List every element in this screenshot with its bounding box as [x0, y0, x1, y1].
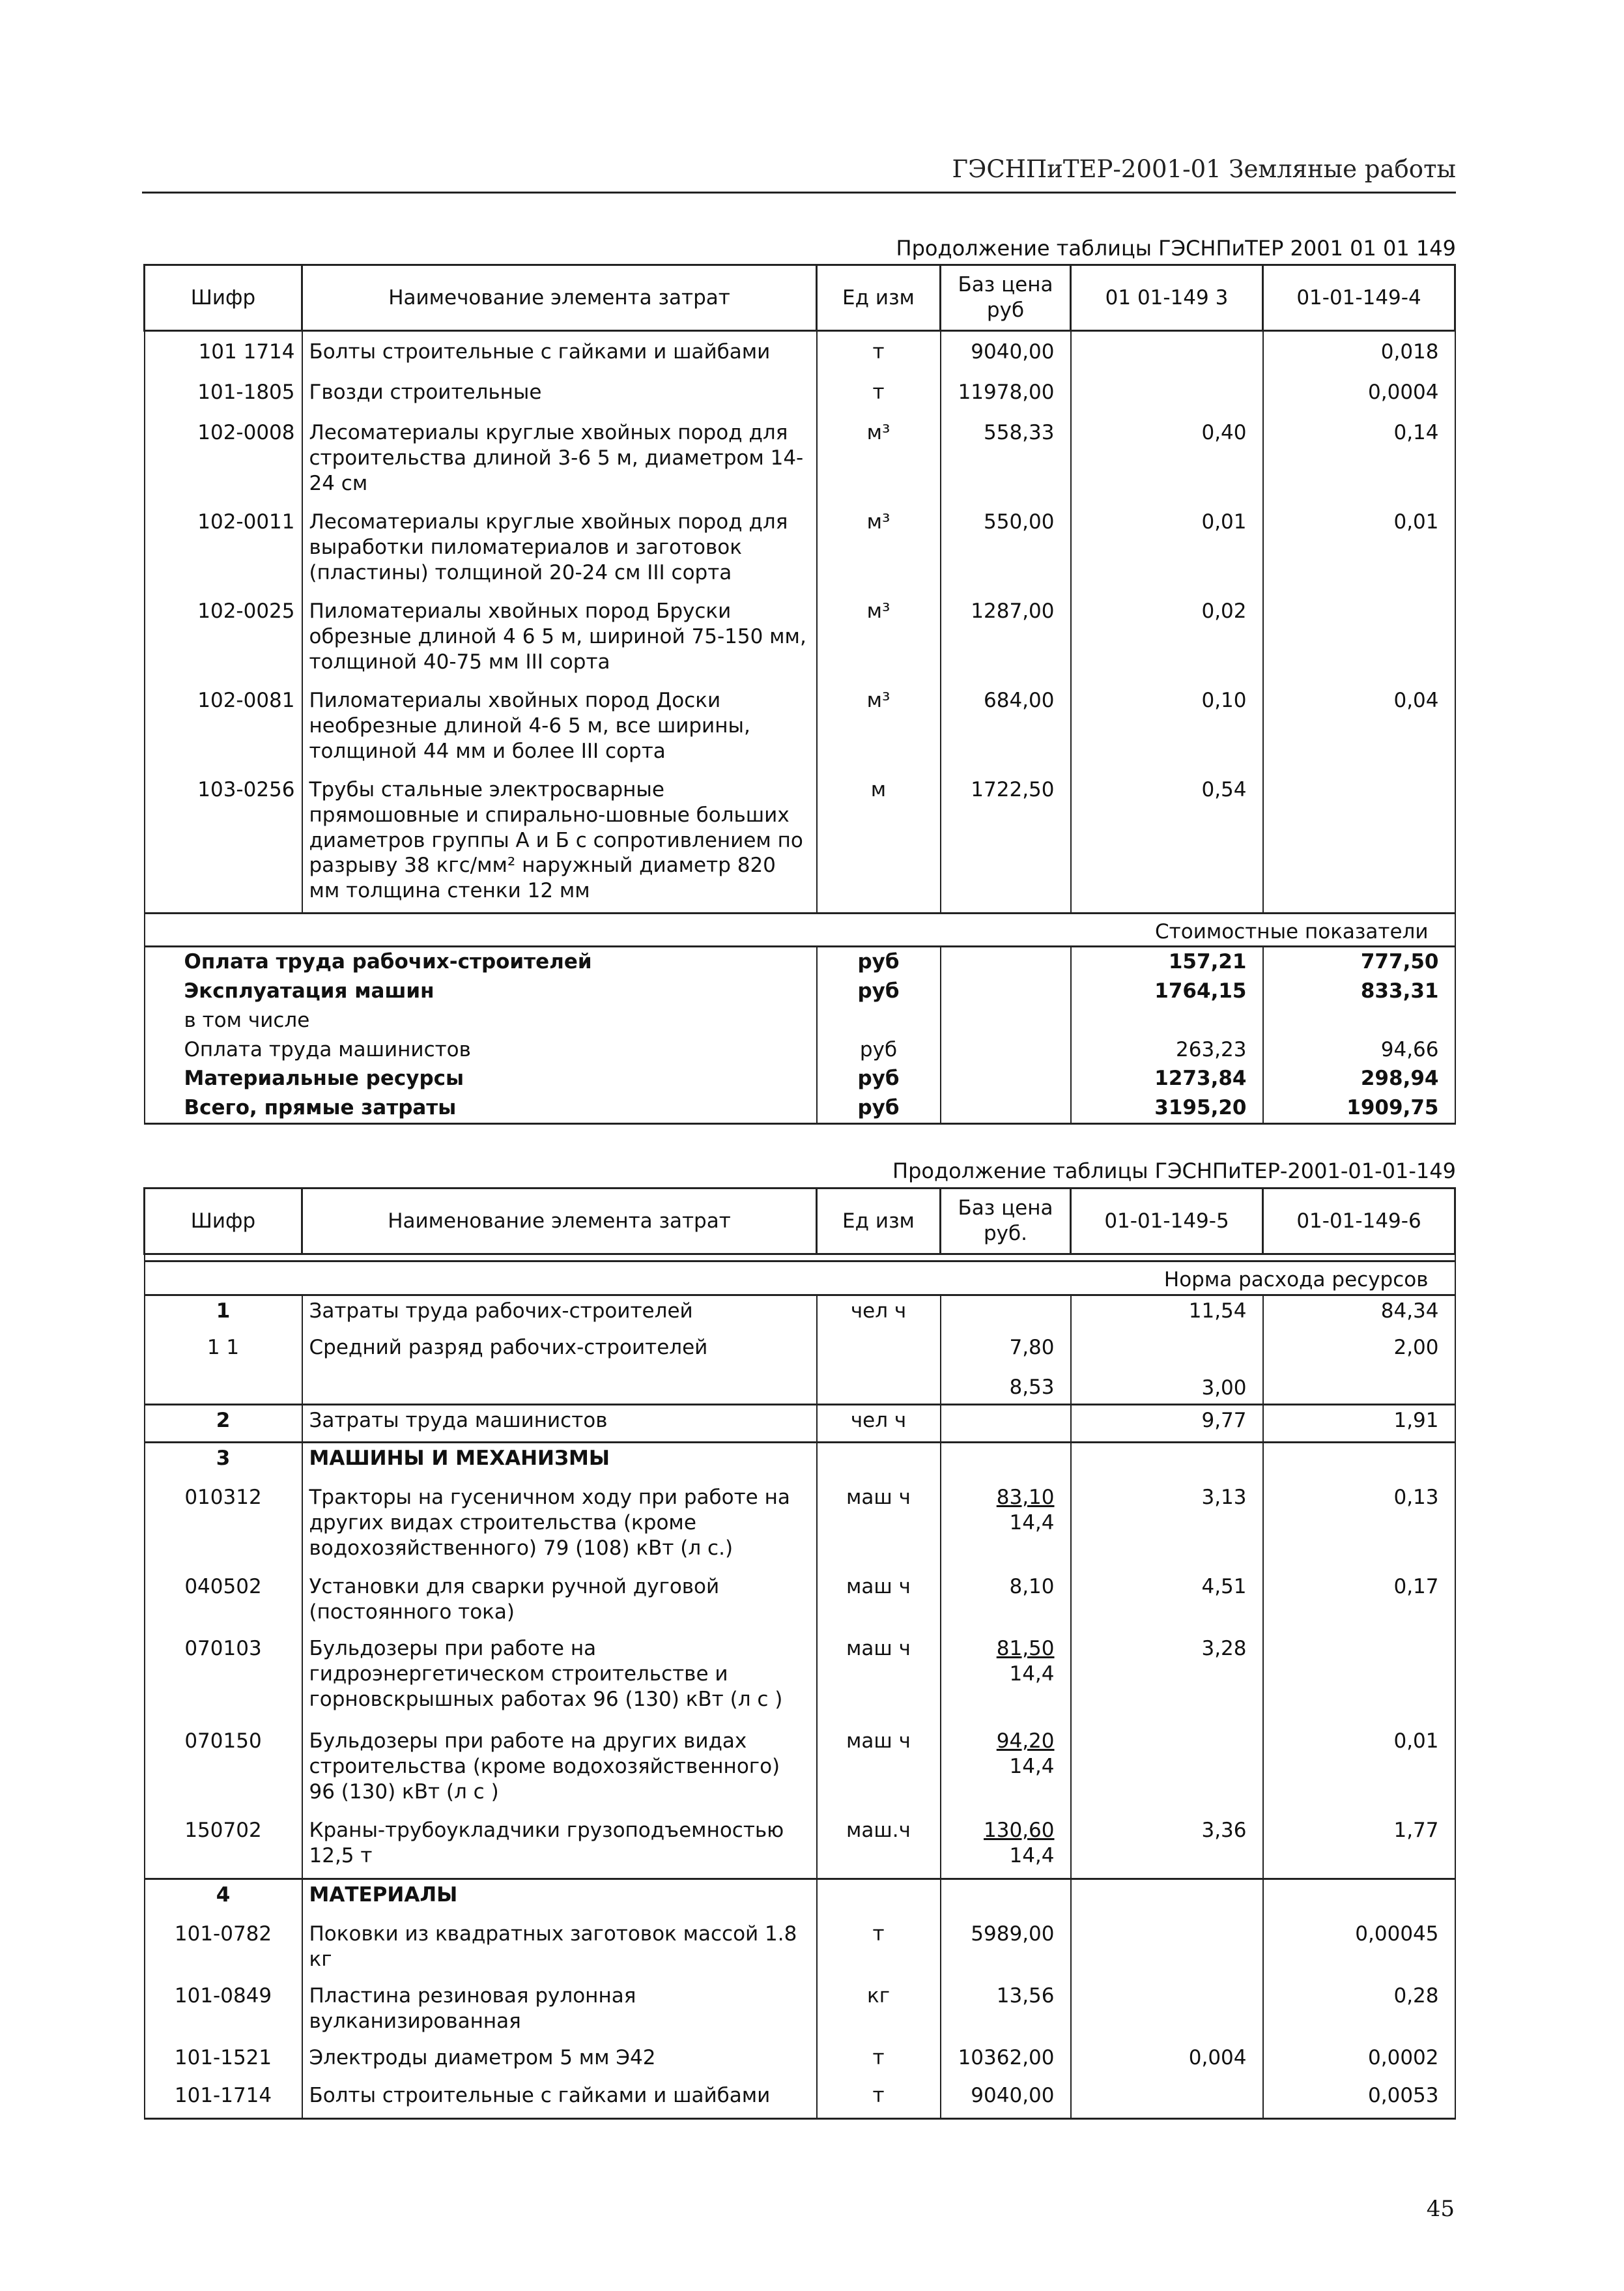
row-code: 1 1	[145, 1333, 302, 1404]
row-price: 10362,00	[941, 2043, 1071, 2081]
row-code: 4	[145, 1879, 302, 1919]
table-row	[145, 1634, 1455, 1726]
row-code: 102-0011	[145, 507, 302, 596]
summary-row	[145, 1035, 1455, 1065]
row-code: 102-0008	[145, 418, 302, 507]
row-price	[941, 1404, 1071, 1442]
row-code: 101-1521	[145, 2043, 302, 2081]
row-unit: чел ч	[817, 1404, 941, 1442]
row-unit: м³	[817, 507, 941, 596]
row-price-secondary: 14,4	[1009, 1755, 1055, 1778]
row-price	[941, 1634, 1071, 1726]
summary-row	[145, 1093, 1455, 1123]
table-row	[145, 1726, 1455, 1815]
summary-label: Материальные ресурсы	[145, 1064, 817, 1093]
table-row	[145, 2043, 1455, 2081]
row-value-2: 0,00045	[1263, 1919, 1455, 1981]
table2-header-row	[145, 1189, 1455, 1254]
summary-value-1: 263,23	[1071, 1035, 1263, 1065]
summary-unit	[817, 1006, 941, 1035]
row-code: 101 1714	[145, 337, 302, 377]
summary-value-1	[1071, 1006, 1263, 1035]
row-code: 103-0256	[145, 775, 302, 913]
row-value-2: 0,0053	[1263, 2081, 1455, 2118]
row-code: 150702	[145, 1815, 302, 1879]
col-header-price: Баз цена руб	[941, 265, 1071, 331]
row-price-primary: 94,20	[996, 1729, 1055, 1753]
summary-unit: руб	[817, 1064, 941, 1093]
summary-unit: руб	[817, 947, 941, 977]
table-row	[145, 1442, 1455, 1482]
summary-label: в том числе	[145, 1006, 817, 1035]
row-unit: т	[817, 1919, 941, 1981]
col-header-149-3: 01 01-149 3	[1071, 265, 1263, 331]
document-header-title: ГЭСНПиТЕР-2001-01 Земляные работы	[952, 155, 1456, 183]
row-unit: м³	[817, 418, 941, 507]
row-value-1: 3,13	[1071, 1482, 1263, 1572]
row-name: МАШИНЫ И МЕХАНИЗМЫ	[302, 1442, 817, 1482]
summary-value-1: 157,21	[1071, 947, 1263, 977]
table2-band-row	[145, 1261, 1455, 1295]
table-row	[145, 1572, 1455, 1634]
row-price	[941, 1815, 1071, 1879]
row-unit: т	[817, 377, 941, 418]
row-code: 010312	[145, 1482, 302, 1572]
row-value-2: 0,01	[1263, 1726, 1455, 1815]
table-row	[145, 507, 1455, 596]
row-code: 102-0025	[145, 596, 302, 685]
row-code: 040502	[145, 1572, 302, 1634]
summary-unit: руб	[817, 977, 941, 1006]
row-name: МАТЕРИАЛЫ	[302, 1879, 817, 1919]
summary-label: Оплата труда рабочих-строителей	[145, 947, 817, 977]
summary-row	[145, 1064, 1455, 1093]
table1	[143, 264, 1456, 1125]
row-name: Затраты труда рабочих-строителей	[302, 1295, 817, 1333]
row-value-2: 0,14	[1263, 418, 1455, 507]
row-code: 1	[145, 1295, 302, 1333]
summary-value-2: 777,50	[1263, 947, 1455, 977]
row-price: 684,00	[941, 685, 1071, 775]
row-value-2: 0,01	[1263, 507, 1455, 596]
row-unit: м³	[817, 596, 941, 685]
table-row	[145, 685, 1455, 775]
summary-row	[145, 1006, 1455, 1035]
col-header-code: Шифр	[145, 1189, 302, 1254]
row-value-1: 0,10	[1071, 685, 1263, 775]
col-header-unit: Ед изм	[817, 265, 941, 331]
summary-label: Всего, прямые затраты	[145, 1093, 817, 1123]
row-value-1: 4,51	[1071, 1572, 1263, 1634]
row-name: Тракторы на гусеничном ходу при работе на других видах строительства (кроме водохозяйственного) 79 (108) кВт (л с.)	[302, 1482, 817, 1572]
summary-value-2	[1263, 1006, 1455, 1035]
summary-row	[145, 977, 1455, 1006]
row-value-1: 9,77	[1071, 1404, 1263, 1442]
row-value-2	[1263, 775, 1455, 913]
row-name: Лесоматериалы круглые хвойных пород для строительства длиной 3-6 5 м, диаметром 14-24 см	[302, 418, 817, 507]
table1-header-row	[145, 265, 1455, 331]
row-value-1	[1071, 1981, 1263, 2043]
row-price-primary: 7,80	[1009, 1336, 1055, 1360]
row-code: 101-0849	[145, 1981, 302, 2043]
row-price-primary: 83,10	[996, 1486, 1055, 1510]
row-price: 558,33	[941, 418, 1071, 507]
row-price-secondary: 14,4	[1009, 1844, 1055, 1867]
row-code: 101-0782	[145, 1919, 302, 1981]
resource-norms-label: Норма расхода ресурсов	[145, 1261, 1455, 1295]
summary-value-2: 1909,75	[1263, 1093, 1455, 1123]
col-header-149-4: 01-01-149-4	[1263, 265, 1455, 331]
row-unit: маш ч	[817, 1634, 941, 1726]
row-value-2: 1,77	[1263, 1815, 1455, 1879]
row-price-primary: 81,50	[996, 1637, 1055, 1661]
col-header-149-5: 01-01-149-5	[1071, 1189, 1263, 1254]
col-header-code: Шифр	[145, 265, 302, 331]
row-price-secondary: 8,53	[1009, 1376, 1055, 1399]
row-price	[941, 1333, 1071, 1404]
row-price: 11978,00	[941, 377, 1071, 418]
summary-value-2: 298,94	[1263, 1064, 1455, 1093]
table-row	[145, 1482, 1455, 1572]
summary-row	[145, 947, 1455, 977]
row-value-1	[1071, 377, 1263, 418]
row-value-1: 0,004	[1071, 2043, 1263, 2081]
table-row	[145, 1879, 1455, 1919]
row-unit: кг	[817, 1981, 941, 2043]
table1-caption: Продолжение таблицы ГЭСНПиТЕР 2001 01 01 149	[896, 236, 1456, 261]
row-name: Краны-трубоукладчики грузоподъемностью 12,5 т	[302, 1815, 817, 1879]
cost-indicators-label: Стоимостные показатели	[145, 913, 1455, 947]
row-name: Болты строительные с гайками и шайбами	[302, 2081, 817, 2118]
row-unit: маш ч	[817, 1482, 941, 1572]
table2	[143, 1187, 1456, 2120]
row-unit	[817, 1333, 941, 1404]
row-name: Установки для сварки ручной дуговой (постоянного тока)	[302, 1572, 817, 1634]
row-price-secondary: 14,4	[1009, 1511, 1055, 1535]
row-price	[941, 1295, 1071, 1333]
row-value-1: 0,01	[1071, 507, 1263, 596]
row-name: Электроды диаметром 5 мм Э42	[302, 2043, 817, 2081]
row-name: Лесоматериалы круглые хвойных пород для выработки пиломатериалов и заготовок (пластины) толщиной 20-24 см III сорта	[302, 507, 817, 596]
row-unit: чел ч	[817, 1295, 941, 1333]
table-row	[145, 1404, 1455, 1442]
row-unit: маш ч	[817, 1726, 941, 1815]
row-value-2: 1,91	[1263, 1404, 1455, 1442]
row-price: 13,56	[941, 1981, 1071, 2043]
row-price: 1287,00	[941, 596, 1071, 685]
row-price-primary: 130,60	[984, 1819, 1055, 1843]
table-row	[145, 775, 1455, 913]
row-name: Затраты труда машинистов	[302, 1404, 817, 1442]
summary-value-1: 1273,84	[1071, 1064, 1263, 1093]
row-unit: м	[817, 775, 941, 913]
table-row	[145, 2081, 1455, 2118]
table-row	[145, 1981, 1455, 2043]
row-name: Средний разряд рабочих-строителей	[302, 1333, 817, 1404]
col-header-name: Наименование элемента затрат	[302, 1189, 817, 1254]
row-unit: т	[817, 2081, 941, 2118]
col-header-price: Баз цена руб.	[941, 1189, 1071, 1254]
table-row	[145, 1295, 1455, 1333]
row-value-2: 0,17	[1263, 1572, 1455, 1634]
row-value-1: 0,02	[1071, 596, 1263, 685]
row-code: 2	[145, 1404, 302, 1442]
table-row	[145, 337, 1455, 377]
table-row	[145, 418, 1455, 507]
row-name: Поковки из квадратных заготовок массой 1.8 кг	[302, 1919, 817, 1981]
row-price	[941, 1482, 1071, 1572]
row-value-1: 3,00	[1071, 1333, 1263, 1404]
row-value-1: 0,40	[1071, 418, 1263, 507]
row-code: 3	[145, 1442, 302, 1482]
table-row	[145, 1919, 1455, 1981]
row-value-2: 0,28	[1263, 1981, 1455, 2043]
row-price: 550,00	[941, 507, 1071, 596]
row-value-2	[1263, 596, 1455, 685]
summary-value-1: 3195,20	[1071, 1093, 1263, 1123]
row-unit: маш ч	[817, 1572, 941, 1634]
row-value-2: 0,13	[1263, 1482, 1455, 1572]
row-value-1: 3,28	[1071, 1634, 1263, 1726]
row-price: 9040,00	[941, 2081, 1071, 2118]
row-value-2: 0,018	[1263, 337, 1455, 377]
row-price: 5989,00	[941, 1919, 1071, 1981]
row-price: 8,10	[941, 1572, 1071, 1634]
summary-value-1: 1764,15	[1071, 977, 1263, 1006]
row-name: Бульдозеры при работе на других видах строительства (кроме водохозяйственного) 96 (130) кВт (л с )	[302, 1726, 817, 1815]
summary-value-2: 94,66	[1263, 1035, 1455, 1065]
row-price-secondary: 14,4	[1009, 1662, 1055, 1686]
row-unit: т	[817, 337, 941, 377]
row-value-2: 0,0002	[1263, 2043, 1455, 2081]
row-value-1	[1071, 337, 1263, 377]
row-code: 101-1805	[145, 377, 302, 418]
row-value-2: 84,34	[1263, 1295, 1455, 1333]
row-code: 070103	[145, 1634, 302, 1726]
row-value-1	[1071, 1919, 1263, 1981]
row-value-1	[1071, 2081, 1263, 2118]
summary-unit: руб	[817, 1035, 941, 1065]
row-unit: т	[817, 2043, 941, 2081]
table1-band-row	[145, 913, 1455, 947]
row-value-1: 0,54	[1071, 775, 1263, 913]
col-header-name: Наимечование элемента затрат	[302, 265, 817, 331]
row-value-1: 11,54	[1071, 1295, 1263, 1333]
row-price: 1722,50	[941, 775, 1071, 913]
row-name: Гвозди строительные	[302, 377, 817, 418]
table-row	[145, 1333, 1455, 1404]
table-row	[145, 377, 1455, 418]
summary-value-2: 833,31	[1263, 977, 1455, 1006]
row-price	[941, 1726, 1071, 1815]
row-value-1: 3,36	[1071, 1815, 1263, 1879]
table2-caption: Продолжение таблицы ГЭСНПиТЕР-2001-01-01-149	[892, 1159, 1456, 1183]
row-unit: м³	[817, 685, 941, 775]
summary-label: Оплата труда машинистов	[145, 1035, 817, 1065]
table-row	[145, 596, 1455, 685]
table-row	[145, 1815, 1455, 1879]
row-name: Пластина резиновая рулонная вулканизированная	[302, 1981, 817, 2043]
row-name: Пиломатериалы хвойных пород Бруски обрезные длиной 4 6 5 м, шириной 75-150 мм, толщиной 40-75 мм III сорта	[302, 596, 817, 685]
col-header-unit: Ед изм	[817, 1189, 941, 1254]
row-code: 070150	[145, 1726, 302, 1815]
row-value-2: 0,04	[1263, 685, 1455, 775]
row-price: 9040,00	[941, 337, 1071, 377]
summary-label: Эксплуатация машин	[145, 977, 817, 1006]
row-name: Пиломатериалы хвойных пород Доски необрезные длиной 4-6 5 м, все ширины, толщиной 44 мм и более III сорта	[302, 685, 817, 775]
row-name: Трубы стальные электросварные прямошовные и спирально-шовные больших диаметров группы А и Б с сопротивлением по разрыву 38 кгс/мм² наружный диаметр 820 мм толщина стенки 12 мм	[302, 775, 817, 913]
row-code: 101-1714	[145, 2081, 302, 2118]
summary-unit: руб	[817, 1093, 941, 1123]
page-number: 45	[1426, 2196, 1455, 2222]
row-value-2: 0,0004	[1263, 377, 1455, 418]
header-divider	[142, 192, 1456, 194]
row-name: Бульдозеры при работе на гидроэнергетическом строительстве и горновскрышных работах 96 (130) кВт (л с )	[302, 1634, 817, 1726]
row-unit: маш.ч	[817, 1815, 941, 1879]
col-header-149-6: 01-01-149-6	[1263, 1189, 1455, 1254]
row-code: 102-0081	[145, 685, 302, 775]
row-value-2	[1263, 1634, 1455, 1726]
row-value-2: 2,00	[1263, 1333, 1455, 1404]
row-name: Болты строительные с гайками и шайбами	[302, 337, 817, 377]
row-value-1	[1071, 1726, 1263, 1815]
